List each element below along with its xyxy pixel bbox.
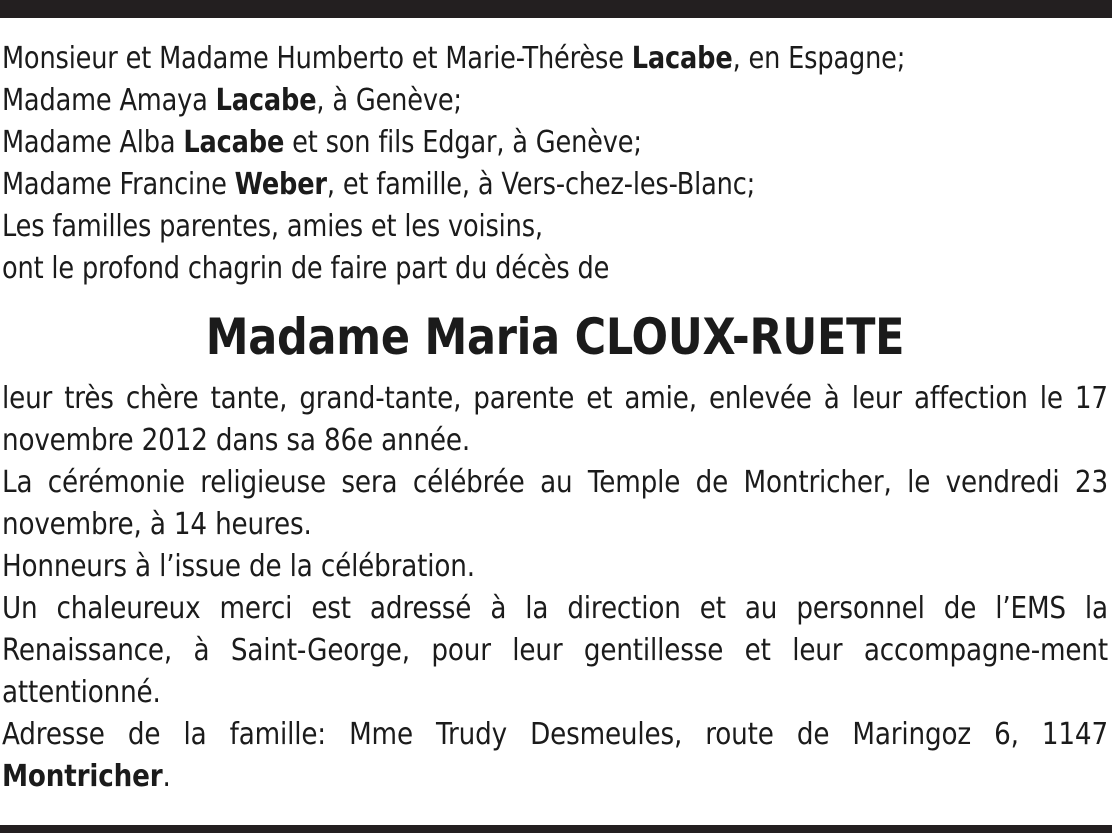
- family-line-text: Madame Amaya: [2, 83, 216, 118]
- family-line-announcement: [2, 248, 931, 290]
- family-line-amaya: [2, 80, 931, 122]
- obituary-notice: [2, 38, 1108, 798]
- top-rule: [0, 0, 1112, 18]
- tribute-paragraph: leur très chère tante, grand-tante, parente et amie, enlevée à leur affection le 17 novembre 2012 dans sa 86e année.: [2, 381, 1108, 458]
- ceremony-paragraph: La cérémonie religieuse sera célébrée au Temple de Montricher, le vendredi 23 novembre, à 14 heures.: [2, 465, 1108, 542]
- family-line-text: ont le profond chagrin de faire part du décès de: [2, 251, 610, 286]
- family-surname: Weber: [234, 167, 327, 202]
- thanks-paragraph: Un chaleureux merci est adressé à la direction et au personnel de l’EMS la Renaissance, à Saint-George, pour leur gentillesse et leur accompagne-ment attentionné.: [2, 591, 1108, 710]
- deceased-name: Madame Maria CLOUX-RUETE: [205, 308, 905, 366]
- family-surname: Lacabe: [215, 83, 317, 118]
- family-line-text: et son fils Edgar, à Genève;: [284, 125, 642, 160]
- family-line-relatives: [2, 206, 931, 248]
- family-line-text: Monsieur et Madame Humberto et Marie-Thérèse: [2, 41, 632, 76]
- bottom-rule: [0, 825, 1112, 833]
- address-town: Montricher: [2, 759, 163, 794]
- family-line-francine: [2, 164, 931, 206]
- family-line-alba: [2, 122, 931, 164]
- family-line-text: , à Genève;: [316, 83, 462, 118]
- family-line-text: , en Espagne;: [732, 41, 906, 76]
- honours-paragraph: Honneurs à l’issue de la célébration.: [2, 549, 475, 584]
- address-text: Adresse de la famille: Mme Trudy Desmeules, route de Maringoz 6, 1147: [2, 717, 1108, 752]
- family-line-text: Les familles parentes, amies et les voisins,: [2, 209, 543, 244]
- family-line-humberto: [2, 38, 931, 80]
- family-surname: Lacabe: [183, 125, 285, 160]
- family-line-text: , et famille, à Vers-chez-les-Blanc;: [326, 167, 756, 202]
- family-line-text: Madame Francine: [2, 167, 235, 202]
- address-paragraph: [2, 714, 1108, 798]
- address-end: .: [162, 759, 171, 794]
- family-surname: Lacabe: [631, 41, 733, 76]
- family-line-text: Madame Alba: [2, 125, 184, 160]
